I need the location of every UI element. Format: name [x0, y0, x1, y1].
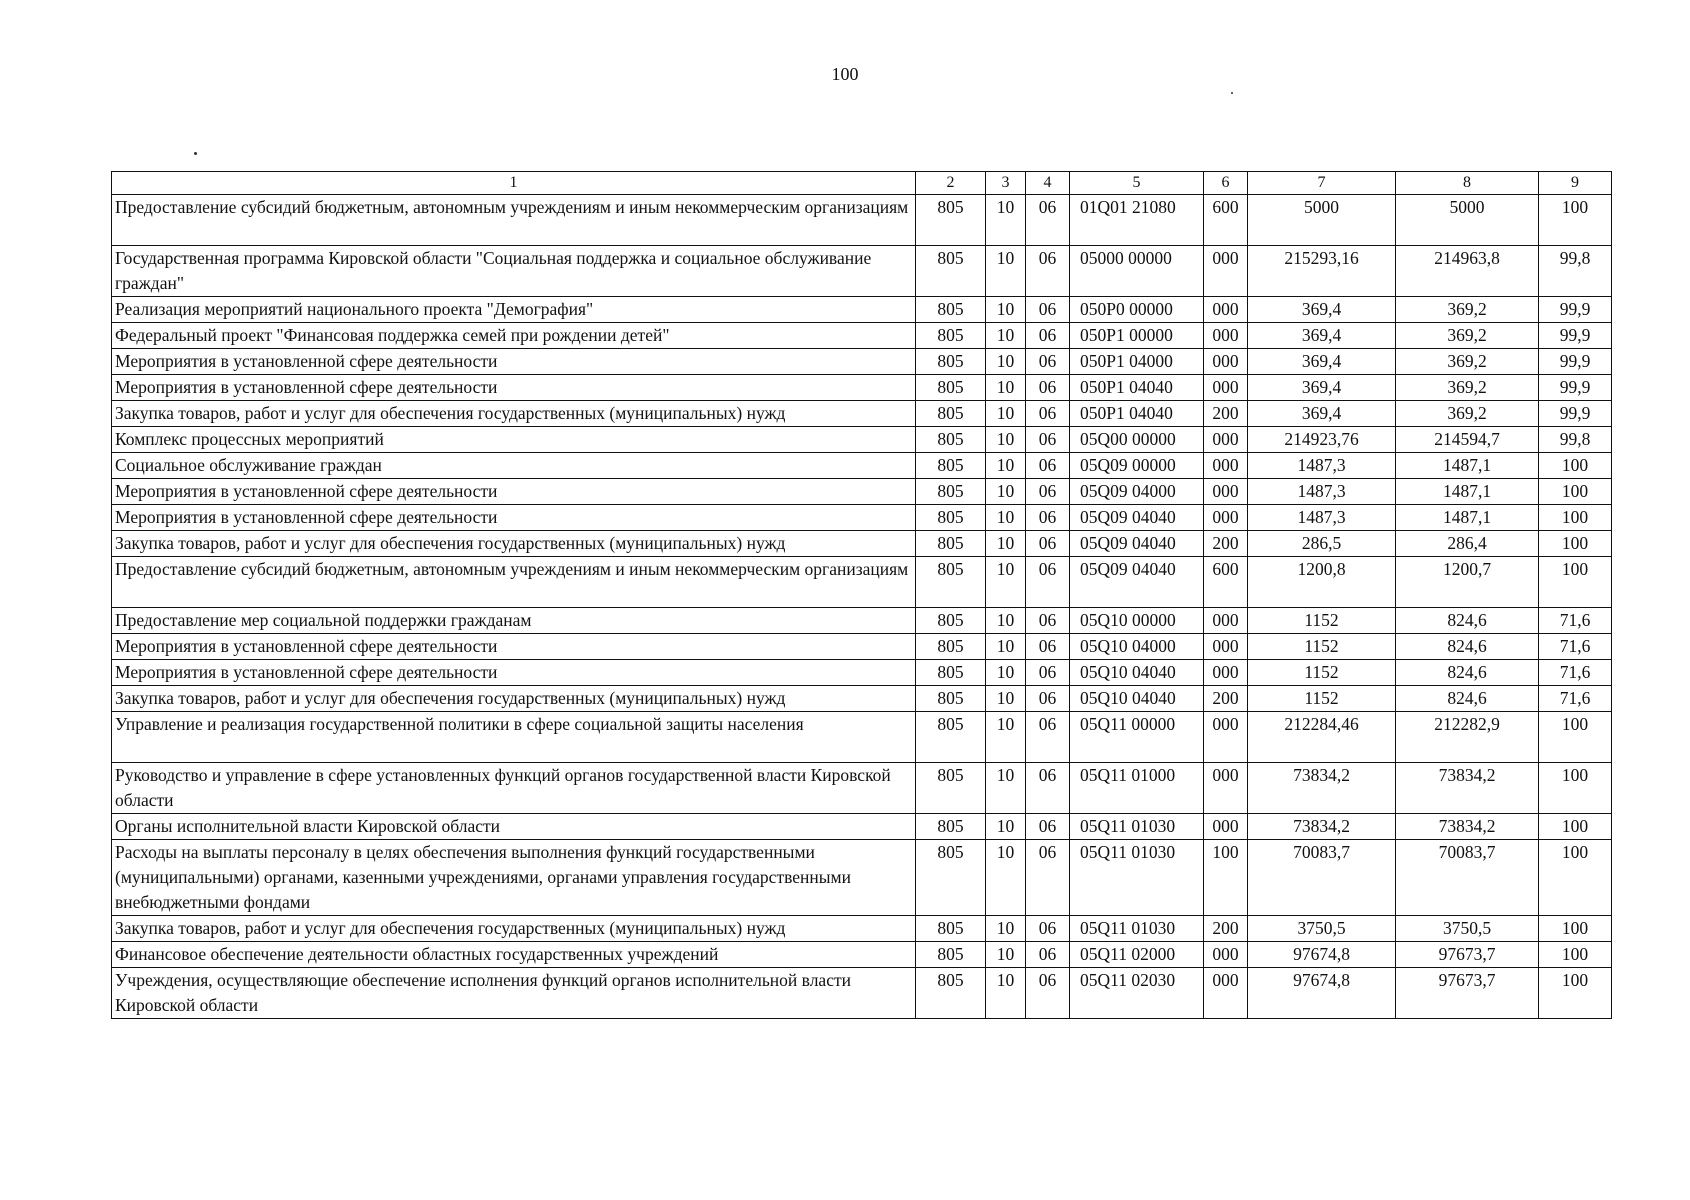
- cell-expense-type: 200: [1204, 916, 1248, 942]
- cell-description: Федеральный проект "Финансовая поддержка семей при рождении детей": [112, 323, 916, 349]
- cell-description: Закупка товаров, работ и услуг для обеспечения государственных (муниципальных) нужд: [112, 531, 916, 557]
- cell-percent: 100: [1539, 453, 1612, 479]
- cell-section: 10: [986, 557, 1026, 608]
- cell-expense-type: 100: [1204, 840, 1248, 916]
- cell-actual-amount: 369,2: [1396, 297, 1539, 323]
- cell-section: 10: [986, 195, 1026, 246]
- table-body: [112, 195, 1612, 1019]
- cell-ministry-code: 805: [916, 916, 986, 942]
- cell-planned-amount: 1152: [1248, 660, 1396, 686]
- cell-percent: 71,6: [1539, 686, 1612, 712]
- table-row: [112, 401, 1612, 427]
- column-header: 4: [1026, 172, 1070, 195]
- cell-planned-amount: 1152: [1248, 686, 1396, 712]
- scan-speck: [1231, 92, 1233, 94]
- cell-percent: 71,6: [1539, 608, 1612, 634]
- cell-target-article: 05Q09 04040: [1070, 505, 1204, 531]
- cell-description: Социальное обслуживание граждан: [112, 453, 916, 479]
- cell-description: Комплекс процессных мероприятий: [112, 427, 916, 453]
- table-row: [112, 608, 1612, 634]
- cell-target-article: 05Q11 02030: [1070, 968, 1204, 1019]
- cell-section: 10: [986, 814, 1026, 840]
- cell-actual-amount: 212282,9: [1396, 712, 1539, 763]
- column-header: 9: [1539, 172, 1612, 195]
- cell-target-article: 05Q09 04040: [1070, 531, 1204, 557]
- cell-section: 10: [986, 349, 1026, 375]
- cell-ministry-code: 805: [916, 660, 986, 686]
- cell-target-article: 050P0 00000: [1070, 297, 1204, 323]
- column-header: 3: [986, 172, 1026, 195]
- cell-subsection: 06: [1026, 375, 1070, 401]
- cell-section: 10: [986, 686, 1026, 712]
- cell-ministry-code: 805: [916, 195, 986, 246]
- cell-ministry-code: 805: [916, 608, 986, 634]
- cell-actual-amount: 369,2: [1396, 323, 1539, 349]
- table-row: [112, 323, 1612, 349]
- table-row: [112, 968, 1612, 1019]
- cell-ministry-code: 805: [916, 763, 986, 814]
- cell-subsection: 06: [1026, 323, 1070, 349]
- cell-expense-type: 200: [1204, 401, 1248, 427]
- cell-description: Закупка товаров, работ и услуг для обеспечения государственных (муниципальных) нужд: [112, 401, 916, 427]
- cell-expense-type: 000: [1204, 814, 1248, 840]
- cell-subsection: 06: [1026, 608, 1070, 634]
- cell-description: Учреждения, осуществляющие обеспечение исполнения функций органов исполнительной власти Кировской области: [112, 968, 916, 1019]
- cell-percent: 100: [1539, 840, 1612, 916]
- cell-subsection: 06: [1026, 453, 1070, 479]
- cell-expense-type: 000: [1204, 660, 1248, 686]
- cell-actual-amount: 369,2: [1396, 401, 1539, 427]
- cell-subsection: 06: [1026, 942, 1070, 968]
- table-row: [112, 246, 1612, 297]
- cell-planned-amount: 214923,76: [1248, 427, 1396, 453]
- cell-section: 10: [986, 942, 1026, 968]
- cell-planned-amount: 215293,16: [1248, 246, 1396, 297]
- cell-percent: 100: [1539, 531, 1612, 557]
- cell-ministry-code: 805: [916, 453, 986, 479]
- cell-expense-type: 000: [1204, 323, 1248, 349]
- cell-target-article: 05000 00000: [1070, 246, 1204, 297]
- cell-description: Государственная программа Кировской области "Социальная поддержка и социальное обслуживание граждан": [112, 246, 916, 297]
- table-row: [112, 686, 1612, 712]
- cell-planned-amount: 1152: [1248, 634, 1396, 660]
- cell-percent: 100: [1539, 712, 1612, 763]
- cell-percent: 71,6: [1539, 634, 1612, 660]
- column-header: 6: [1204, 172, 1248, 195]
- column-header: 2: [916, 172, 986, 195]
- table-row: [112, 916, 1612, 942]
- cell-ministry-code: 805: [916, 427, 986, 453]
- cell-percent: 99,9: [1539, 401, 1612, 427]
- cell-section: 10: [986, 916, 1026, 942]
- cell-planned-amount: 369,4: [1248, 375, 1396, 401]
- cell-planned-amount: 1487,3: [1248, 505, 1396, 531]
- cell-ministry-code: 805: [916, 323, 986, 349]
- cell-planned-amount: 97674,8: [1248, 942, 1396, 968]
- budget-table: [111, 171, 1612, 1019]
- cell-expense-type: 000: [1204, 608, 1248, 634]
- cell-percent: 100: [1539, 505, 1612, 531]
- cell-planned-amount: 369,4: [1248, 349, 1396, 375]
- cell-target-article: 05Q10 04040: [1070, 686, 1204, 712]
- column-header: 5: [1070, 172, 1204, 195]
- cell-percent: 71,6: [1539, 660, 1612, 686]
- page-number: 100: [831, 64, 859, 84]
- cell-actual-amount: 824,6: [1396, 608, 1539, 634]
- cell-expense-type: 000: [1204, 427, 1248, 453]
- cell-actual-amount: 824,6: [1396, 660, 1539, 686]
- cell-ministry-code: 805: [916, 246, 986, 297]
- cell-planned-amount: 369,4: [1248, 323, 1396, 349]
- cell-description: Финансовое обеспечение деятельности областных государственных учреждений: [112, 942, 916, 968]
- cell-expense-type: 000: [1204, 968, 1248, 1019]
- cell-subsection: 06: [1026, 686, 1070, 712]
- cell-actual-amount: 286,4: [1396, 531, 1539, 557]
- cell-ministry-code: 805: [916, 349, 986, 375]
- cell-planned-amount: 1200,8: [1248, 557, 1396, 608]
- cell-expense-type: 000: [1204, 942, 1248, 968]
- column-header: 7: [1248, 172, 1396, 195]
- cell-description: Управление и реализация государственной политики в сфере социальной защиты населения: [112, 712, 916, 763]
- table-row: [112, 634, 1612, 660]
- cell-ministry-code: 805: [916, 479, 986, 505]
- cell-actual-amount: 73834,2: [1396, 814, 1539, 840]
- cell-ministry-code: 805: [916, 375, 986, 401]
- cell-section: 10: [986, 505, 1026, 531]
- cell-planned-amount: 1487,3: [1248, 453, 1396, 479]
- cell-expense-type: 200: [1204, 531, 1248, 557]
- cell-target-article: 01Q01 21080: [1070, 195, 1204, 246]
- cell-ministry-code: 805: [916, 968, 986, 1019]
- cell-ministry-code: 805: [916, 840, 986, 916]
- cell-expense-type: 000: [1204, 246, 1248, 297]
- cell-target-article: 05Q10 04000: [1070, 634, 1204, 660]
- cell-description: Закупка товаров, работ и услуг для обеспечения государственных (муниципальных) нужд: [112, 916, 916, 942]
- cell-target-article: 050P1 04040: [1070, 375, 1204, 401]
- cell-ministry-code: 805: [916, 942, 986, 968]
- cell-description: Мероприятия в установленной сфере деятельности: [112, 634, 916, 660]
- cell-section: 10: [986, 375, 1026, 401]
- cell-subsection: 06: [1026, 505, 1070, 531]
- cell-subsection: 06: [1026, 916, 1070, 942]
- cell-section: 10: [986, 634, 1026, 660]
- cell-ministry-code: 805: [916, 531, 986, 557]
- cell-section: 10: [986, 479, 1026, 505]
- cell-description: Расходы на выплаты персоналу в целях обеспечения выполнения функций государственными (муниципальными) органами, казенными учреждениями, органами управления государственными внебюджетными фондами: [112, 840, 916, 916]
- cell-expense-type: 000: [1204, 349, 1248, 375]
- cell-ministry-code: 805: [916, 297, 986, 323]
- cell-actual-amount: 1200,7: [1396, 557, 1539, 608]
- table-row: [112, 195, 1612, 246]
- cell-description: Предоставление мер социальной поддержки гражданам: [112, 608, 916, 634]
- cell-ministry-code: 805: [916, 814, 986, 840]
- cell-section: 10: [986, 763, 1026, 814]
- cell-subsection: 06: [1026, 195, 1070, 246]
- cell-target-article: 05Q11 01000: [1070, 763, 1204, 814]
- cell-expense-type: 000: [1204, 634, 1248, 660]
- cell-target-article: 05Q11 01030: [1070, 916, 1204, 942]
- cell-subsection: 06: [1026, 349, 1070, 375]
- table-row: [112, 531, 1612, 557]
- cell-actual-amount: 824,6: [1396, 634, 1539, 660]
- cell-section: 10: [986, 968, 1026, 1019]
- cell-subsection: 06: [1026, 246, 1070, 297]
- cell-description: Мероприятия в установленной сфере деятельности: [112, 660, 916, 686]
- cell-section: 10: [986, 246, 1026, 297]
- cell-percent: 99,9: [1539, 323, 1612, 349]
- cell-section: 10: [986, 453, 1026, 479]
- cell-target-article: 050P1 04000: [1070, 349, 1204, 375]
- table-row: [112, 942, 1612, 968]
- cell-section: 10: [986, 531, 1026, 557]
- cell-target-article: 05Q09 00000: [1070, 453, 1204, 479]
- cell-subsection: 06: [1026, 840, 1070, 916]
- cell-planned-amount: 1487,3: [1248, 479, 1396, 505]
- cell-actual-amount: 5000: [1396, 195, 1539, 246]
- cell-percent: 100: [1539, 557, 1612, 608]
- table-row: [112, 840, 1612, 916]
- cell-percent: 100: [1539, 942, 1612, 968]
- table-row: [112, 763, 1612, 814]
- cell-description: Реализация мероприятий национального проекта "Демография": [112, 297, 916, 323]
- cell-subsection: 06: [1026, 968, 1070, 1019]
- cell-planned-amount: 212284,46: [1248, 712, 1396, 763]
- cell-target-article: 05Q11 01030: [1070, 840, 1204, 916]
- cell-section: 10: [986, 323, 1026, 349]
- cell-actual-amount: 1487,1: [1396, 505, 1539, 531]
- cell-percent: 100: [1539, 763, 1612, 814]
- table-row: [112, 814, 1612, 840]
- cell-section: 10: [986, 401, 1026, 427]
- cell-subsection: 06: [1026, 401, 1070, 427]
- cell-target-article: 050P1 00000: [1070, 323, 1204, 349]
- cell-actual-amount: 369,2: [1396, 349, 1539, 375]
- cell-planned-amount: 70083,7: [1248, 840, 1396, 916]
- cell-expense-type: 000: [1204, 479, 1248, 505]
- cell-target-article: 05Q11 02000: [1070, 942, 1204, 968]
- cell-actual-amount: 3750,5: [1396, 916, 1539, 942]
- cell-target-article: 050P1 04040: [1070, 401, 1204, 427]
- cell-actual-amount: 214963,8: [1396, 246, 1539, 297]
- cell-subsection: 06: [1026, 531, 1070, 557]
- cell-ministry-code: 805: [916, 634, 986, 660]
- cell-expense-type: 200: [1204, 686, 1248, 712]
- cell-expense-type: 000: [1204, 375, 1248, 401]
- cell-planned-amount: 369,4: [1248, 401, 1396, 427]
- cell-subsection: 06: [1026, 763, 1070, 814]
- cell-description: Мероприятия в установленной сфере деятельности: [112, 375, 916, 401]
- cell-target-article: 05Q00 00000: [1070, 427, 1204, 453]
- cell-target-article: 05Q10 04040: [1070, 660, 1204, 686]
- cell-subsection: 06: [1026, 557, 1070, 608]
- column-header: 8: [1396, 172, 1539, 195]
- cell-expense-type: 000: [1204, 453, 1248, 479]
- table-row: [112, 375, 1612, 401]
- cell-expense-type: 000: [1204, 712, 1248, 763]
- cell-expense-type: 000: [1204, 297, 1248, 323]
- cell-target-article: 05Q09 04000: [1070, 479, 1204, 505]
- cell-description: Закупка товаров, работ и услуг для обеспечения государственных (муниципальных) нужд: [112, 686, 916, 712]
- cell-description: Мероприятия в установленной сфере деятельности: [112, 479, 916, 505]
- cell-planned-amount: 73834,2: [1248, 763, 1396, 814]
- cell-ministry-code: 805: [916, 712, 986, 763]
- cell-target-article: 05Q09 04040: [1070, 557, 1204, 608]
- cell-target-article: 05Q11 00000: [1070, 712, 1204, 763]
- cell-percent: 100: [1539, 479, 1612, 505]
- cell-percent: 99,9: [1539, 297, 1612, 323]
- table-row: [112, 712, 1612, 763]
- cell-ministry-code: 805: [916, 505, 986, 531]
- table-row: [112, 660, 1612, 686]
- cell-expense-type: 000: [1204, 505, 1248, 531]
- cell-actual-amount: 73834,2: [1396, 763, 1539, 814]
- cell-planned-amount: 73834,2: [1248, 814, 1396, 840]
- cell-expense-type: 600: [1204, 195, 1248, 246]
- cell-actual-amount: 97673,7: [1396, 968, 1539, 1019]
- column-header: 1: [112, 172, 916, 195]
- cell-section: 10: [986, 427, 1026, 453]
- cell-ministry-code: 805: [916, 557, 986, 608]
- cell-description: Руководство и управление в сфере установленных функций органов государственной власти Кировской области: [112, 763, 916, 814]
- cell-percent: 99,8: [1539, 427, 1612, 453]
- table-header-row: [112, 172, 1612, 195]
- cell-percent: 99,8: [1539, 246, 1612, 297]
- cell-subsection: 06: [1026, 634, 1070, 660]
- table-row: [112, 479, 1612, 505]
- cell-subsection: 06: [1026, 427, 1070, 453]
- cell-subsection: 06: [1026, 712, 1070, 763]
- table-row: [112, 453, 1612, 479]
- cell-planned-amount: 369,4: [1248, 297, 1396, 323]
- cell-percent: 100: [1539, 814, 1612, 840]
- cell-planned-amount: 1152: [1248, 608, 1396, 634]
- cell-subsection: 06: [1026, 297, 1070, 323]
- cell-actual-amount: 214594,7: [1396, 427, 1539, 453]
- cell-section: 10: [986, 840, 1026, 916]
- cell-section: 10: [986, 608, 1026, 634]
- cell-percent: 99,9: [1539, 375, 1612, 401]
- cell-description: Мероприятия в установленной сфере деятельности: [112, 349, 916, 375]
- cell-target-article: 05Q10 00000: [1070, 608, 1204, 634]
- cell-planned-amount: 286,5: [1248, 531, 1396, 557]
- cell-percent: 100: [1539, 195, 1612, 246]
- cell-percent: 100: [1539, 968, 1612, 1019]
- budget-table-container: [111, 171, 1611, 1019]
- scan-speck: [194, 152, 197, 155]
- cell-ministry-code: 805: [916, 401, 986, 427]
- cell-subsection: 06: [1026, 660, 1070, 686]
- cell-actual-amount: 97673,7: [1396, 942, 1539, 968]
- cell-actual-amount: 70083,7: [1396, 840, 1539, 916]
- cell-planned-amount: 3750,5: [1248, 916, 1396, 942]
- cell-percent: 100: [1539, 916, 1612, 942]
- cell-description: Мероприятия в установленной сфере деятельности: [112, 505, 916, 531]
- table-row: [112, 349, 1612, 375]
- cell-actual-amount: 369,2: [1396, 375, 1539, 401]
- cell-subsection: 06: [1026, 814, 1070, 840]
- cell-planned-amount: 97674,8: [1248, 968, 1396, 1019]
- cell-planned-amount: 5000: [1248, 195, 1396, 246]
- cell-actual-amount: 1487,1: [1396, 479, 1539, 505]
- cell-target-article: 05Q11 01030: [1070, 814, 1204, 840]
- cell-section: 10: [986, 712, 1026, 763]
- cell-expense-type: 000: [1204, 763, 1248, 814]
- cell-percent: 99,9: [1539, 349, 1612, 375]
- cell-actual-amount: 1487,1: [1396, 453, 1539, 479]
- table-row: [112, 427, 1612, 453]
- table-row: [112, 297, 1612, 323]
- cell-actual-amount: 824,6: [1396, 686, 1539, 712]
- cell-subsection: 06: [1026, 479, 1070, 505]
- table-row: [112, 505, 1612, 531]
- cell-section: 10: [986, 297, 1026, 323]
- cell-expense-type: 600: [1204, 557, 1248, 608]
- cell-description: Предоставление субсидий бюджетным, автономным учреждениям и иным некоммерческим организациям: [112, 195, 916, 246]
- cell-ministry-code: 805: [916, 686, 986, 712]
- cell-description: Предоставление субсидий бюджетным, автономным учреждениям и иным некоммерческим организациям: [112, 557, 916, 608]
- table-row: [112, 557, 1612, 608]
- cell-description: Органы исполнительной власти Кировской области: [112, 814, 916, 840]
- cell-section: 10: [986, 660, 1026, 686]
